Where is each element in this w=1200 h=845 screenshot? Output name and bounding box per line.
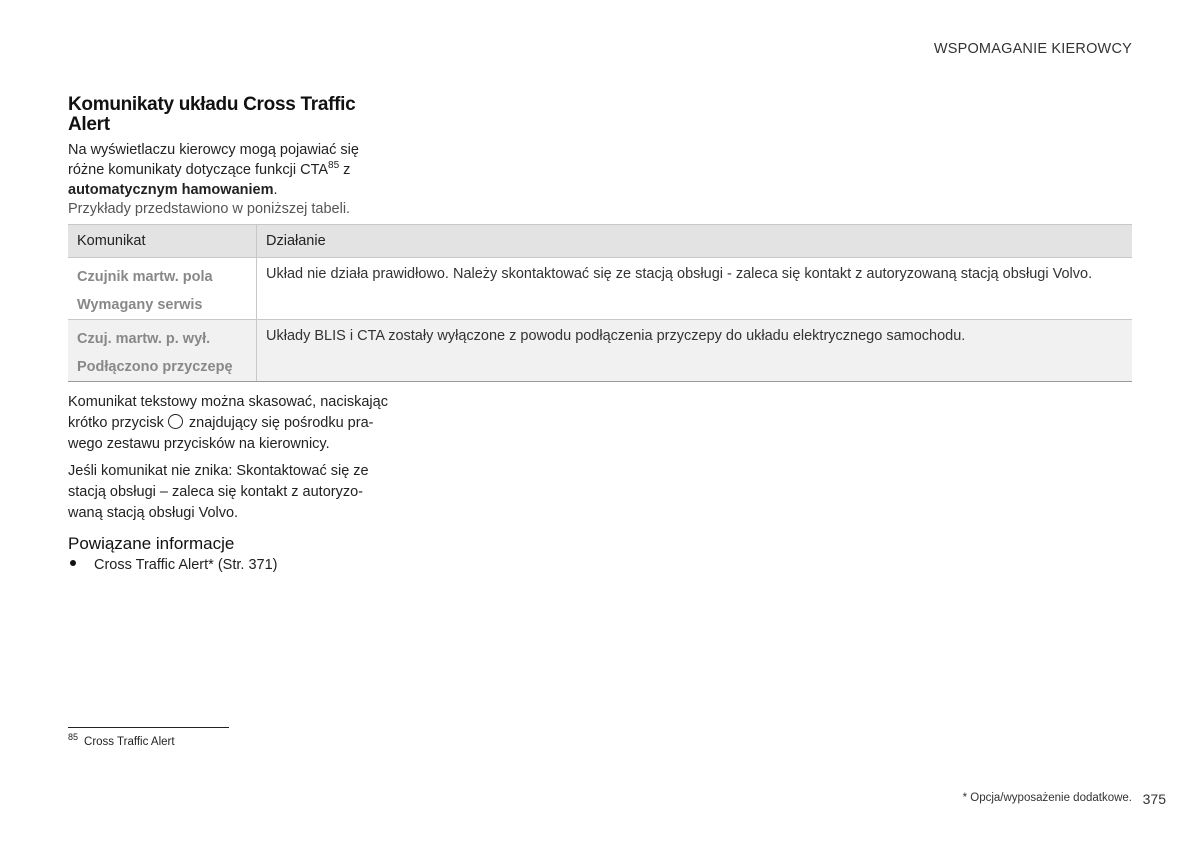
messages-table <box>68 224 1132 382</box>
action-cell: Układy BLIS i CTA zostały wyłączone z powodu podłączenia przyczepy do układu elektrycznego samochodu. <box>257 320 1133 382</box>
related-info-list <box>68 555 277 575</box>
footnote-divider <box>68 727 229 728</box>
page-number: 375 <box>1142 791 1166 807</box>
table-header-row <box>68 225 1132 258</box>
action-cell: Układ nie działa prawidłowo. Należy skontaktować się ze stacją obsługi - zaleca się kontakt z autoryzowaną stacją obsługi Volvo. <box>257 258 1133 320</box>
footnote-text: Cross Traffic Alert <box>84 735 175 748</box>
paragraph-reset <box>68 392 408 455</box>
message-line-2: Wymagany serwis <box>77 297 203 313</box>
footnote-number: 85 <box>68 732 79 742</box>
related-info-title: Powiązane informacje <box>68 534 235 553</box>
circle-button-icon <box>168 414 183 429</box>
footnote-ref[interactable]: 85 <box>328 160 340 172</box>
message-line-1: Czuj. martw. p. wył. <box>77 331 211 347</box>
related-link[interactable]: Cross Traffic Alert* (Str. 371) <box>94 557 278 573</box>
p2-line-a: Jeśli komunikat nie znika: Skontaktować się ze <box>68 463 369 479</box>
bullet-icon <box>70 560 76 566</box>
intro-bold-link[interactable]: automatycznym hamowaniem <box>68 182 274 198</box>
intro-line-2a: różne komunikaty dotyczące funkcji CTA <box>68 162 329 178</box>
intro-line-2b: z <box>339 162 351 178</box>
p2-line-c: waną stacją obsługi Volvo. <box>68 505 239 521</box>
column-header-message: Komunikat <box>68 225 257 258</box>
message-line-1: Czujnik martw. pola <box>77 269 213 285</box>
p2-line-b: stacją obsługi – zaleca się kontakt z autoryzo- <box>68 484 363 500</box>
footnote <box>68 732 175 748</box>
table-row <box>68 320 1132 382</box>
list-item[interactable] <box>68 555 277 575</box>
intro-line-2 <box>68 160 398 180</box>
p1-line-b: krótko przycisk <box>68 415 164 431</box>
column-header-action: Działanie <box>257 225 1133 258</box>
message-cell <box>68 320 257 382</box>
message-line-2: Podłączono przyczepę <box>77 359 233 375</box>
p1-line-c: znajdujący się pośrodku pra- <box>188 415 374 431</box>
section-title: WSPOMAGANIE KIEROWCY <box>933 41 1132 57</box>
p1-line-a: Komunikat tekstowy można skasować, naciskając <box>68 394 388 410</box>
page-title: Komunikaty układu Cross Traffic Alert <box>68 94 356 135</box>
body-text <box>68 392 408 530</box>
intro-examples: Przykłady przedstawiono w poniższej tabeli. <box>68 201 351 217</box>
table-row <box>68 258 1132 320</box>
footer-note: * Opcja/wyposażenie dodatkowe. <box>962 792 1132 804</box>
intro-paragraph <box>68 140 398 218</box>
intro-line-1: Na wyświetlaczu kierowcy mogą pojawiać się <box>68 142 359 158</box>
intro-period: . <box>273 182 278 198</box>
intro-line-3 <box>68 180 398 200</box>
message-cell <box>68 258 257 320</box>
paragraph-contact <box>68 461 408 524</box>
p1-line-d: wego zestawu przycisków na kierownicy. <box>68 436 330 452</box>
